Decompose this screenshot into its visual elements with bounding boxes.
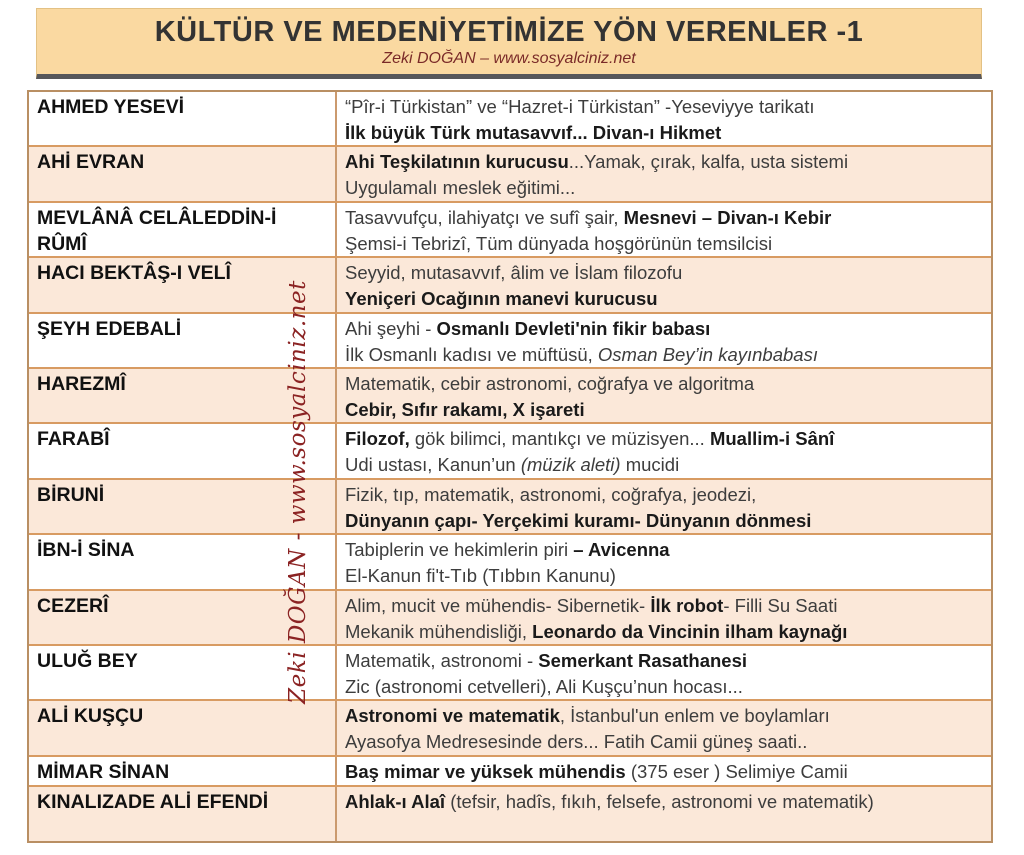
scholar-description [337,258,991,311]
scholar-name: HAREZMÎ [29,369,337,422]
text-segment: Muallim-i Sânî [709,428,835,450]
scholar-description [337,147,991,200]
scholar-description [337,535,991,588]
description-line [345,537,983,563]
table-row [29,591,991,646]
scholar-description [337,369,991,422]
scholars-table [27,90,993,843]
text-segment: Yeniçeri Ocağının manevi kurucusu [345,288,658,310]
text-segment: , İstanbul'un enlem ve boylamları [559,705,830,727]
watermark: Zeki DOĞAN - www.sosyalciniz.net [285,280,311,704]
table-row [29,314,991,369]
description-line [345,94,983,120]
text-segment: (375 eser ) Selimiye Camii [625,760,848,782]
description-line [345,789,983,815]
description-line [345,231,983,257]
text-segment: Fizik, tıp, matematik, astronomi, coğrafya, jeodezi, [345,483,757,505]
description-line [345,120,983,146]
title-banner [36,8,982,79]
table-row [29,480,991,535]
text-segment: Dünyanın çapı- Yerçekimi kuramı- Dünyanın dönmesi [345,509,812,531]
text-segment: Tasavvufçu, ilahiyatçı ve sufî şair, [345,206,624,228]
table-row [29,701,991,756]
text-segment: Zic (astronomi cetvelleri), Ali Kuşçu’nun hocası... [345,675,743,697]
text-segment: Alim, mucit ve mühendis- Sibernetik- [345,594,651,616]
scholar-description [337,787,991,841]
text-segment: “Pîr-i Türkistan” ve “Hazret-i Türkistan” -Yeseviyye tarikatı [345,96,815,117]
description-line [345,286,983,312]
text-segment: Osmanlı Devleti'nin fikir babası [436,317,711,339]
table-row [29,147,991,202]
description-line [345,508,983,534]
text-segment: Ahi Teşkilatının kurucusu [345,151,569,173]
table-row [29,369,991,424]
text-segment: ...Yamak, çırak, kalfa, usta sistemi [568,151,849,173]
text-segment: Ayasofya Medresesinde ders... Fatih Camii güneş saati.. [345,731,808,753]
description-line [345,729,983,755]
text-segment: Ahlak-ı Alaî [345,790,446,812]
text-segment: gök bilimci, mantıkçı ve müzisyen... [409,428,710,450]
scholar-description [337,314,991,367]
scholar-name: ALİ KUŞÇU [29,701,337,754]
description-line [345,342,983,368]
text-segment: Leonardo da Vincinin ilham kaynağı [532,620,848,642]
description-line [345,563,983,589]
scholar-description [337,646,991,699]
scholar-description [337,591,991,644]
text-segment: (müzik aleti) [520,454,621,476]
text-segment: Tabiplerin ve hekimlerin piri [345,539,574,561]
table-row [29,203,991,258]
description-line [345,316,983,342]
description-line [345,619,983,645]
text-segment: Uygulamalı meslek eğitimi... [345,177,576,199]
text-segment: Astronomi ve matematik [345,705,560,727]
text-segment: Udi ustası, Kanun’un [345,454,521,476]
text-segment: Baş mimar ve yüksek mühendis [345,760,626,782]
table-row [29,92,991,147]
text-segment: Şemsi-i Tebrizî, Tüm dünyada hoşgörünün temsilcisi [345,232,773,254]
text-segment: Osman Bey’in kayınbabası [597,343,818,365]
scholar-description [337,92,991,145]
description-line [345,371,983,397]
description-line [345,674,983,700]
table-row [29,535,991,590]
description-line [345,205,983,231]
text-segment: mucidi [620,454,680,476]
description-line [345,175,983,201]
table-row [29,787,991,841]
description-line [345,703,983,729]
table-row [29,258,991,313]
scholar-name: ŞEYH EDEBALİ [29,314,337,367]
scholar-name: AHİ EVRAN [29,147,337,200]
text-segment: (tefsir, hadîs, fıkıh, felsefe, astronomi ve matematik) [445,790,874,812]
scholar-name: BİRUNİ [29,480,337,533]
scholar-name: MEVLÂNÂ CELÂLEDDİN-İ RÛMÎ [29,203,337,256]
text-segment: İlk büyük Türk mutasavvıf... Divan-ı Hikmet [345,122,722,143]
text-segment: İlk robot [650,594,724,616]
description-line [345,260,983,286]
description-line [345,648,983,674]
text-segment: Mesnevi – Divan-ı Kebir [623,206,832,228]
description-line [345,426,983,452]
scholar-name: HACI BEKTÂŞ-I VELÎ [29,258,337,311]
description-line [345,593,983,619]
scholar-description [337,203,991,256]
text-segment: Ahi şeyhi - [345,317,437,339]
scholar-description [337,480,991,533]
scholar-name: ULUĞ BEY [29,646,337,699]
text-segment: – Avicenna [573,539,670,561]
table-row [29,757,991,787]
text-segment: Mekanik mühendisliği, [345,620,533,642]
page-subtitle: Zeki DOĞAN – www.sosyalciniz.net [382,50,636,67]
description-line [345,149,983,175]
scholar-name: MİMAR SİNAN [29,757,337,785]
text-segment: El-Kanun fi't-Tıb (Tıbbın Kanunu) [345,565,616,587]
text-segment: Semerkant Rasathanesi [538,649,748,671]
text-segment: İlk Osmanlı kadısı ve müftüsü, [345,343,598,365]
text-segment: Matematik, astronomi - [345,649,539,671]
scholar-name: AHMED YESEVİ [29,92,337,145]
scholar-description [337,424,991,477]
scholar-name: İBN-İ SİNA [29,535,337,588]
scholar-name: CEZERÎ [29,591,337,644]
scholar-description [337,757,991,785]
table-row [29,646,991,701]
scholar-name: FARABÎ [29,424,337,477]
description-line [345,397,983,423]
table-row [29,424,991,479]
text-segment: Cebir, Sıfır rakamı, X işareti [345,398,585,420]
description-line [345,482,983,508]
description-line [345,452,983,478]
text-segment: Matematik, cebir astronomi, coğrafya ve algoritma [345,372,755,394]
text-segment: Filozof, [345,428,410,450]
page-title: KÜLTÜR VE MEDENİYETİMİZE YÖN VERENLER -1 [154,16,864,48]
scholar-description [337,701,991,754]
text-segment: Seyyid, mutasavvıf, âlim ve İslam filozofu [345,262,683,284]
description-line [345,759,983,785]
scholar-name: KINALIZADE ALİ EFENDİ [29,787,337,841]
text-segment: - Filli Su Saati [723,594,838,616]
